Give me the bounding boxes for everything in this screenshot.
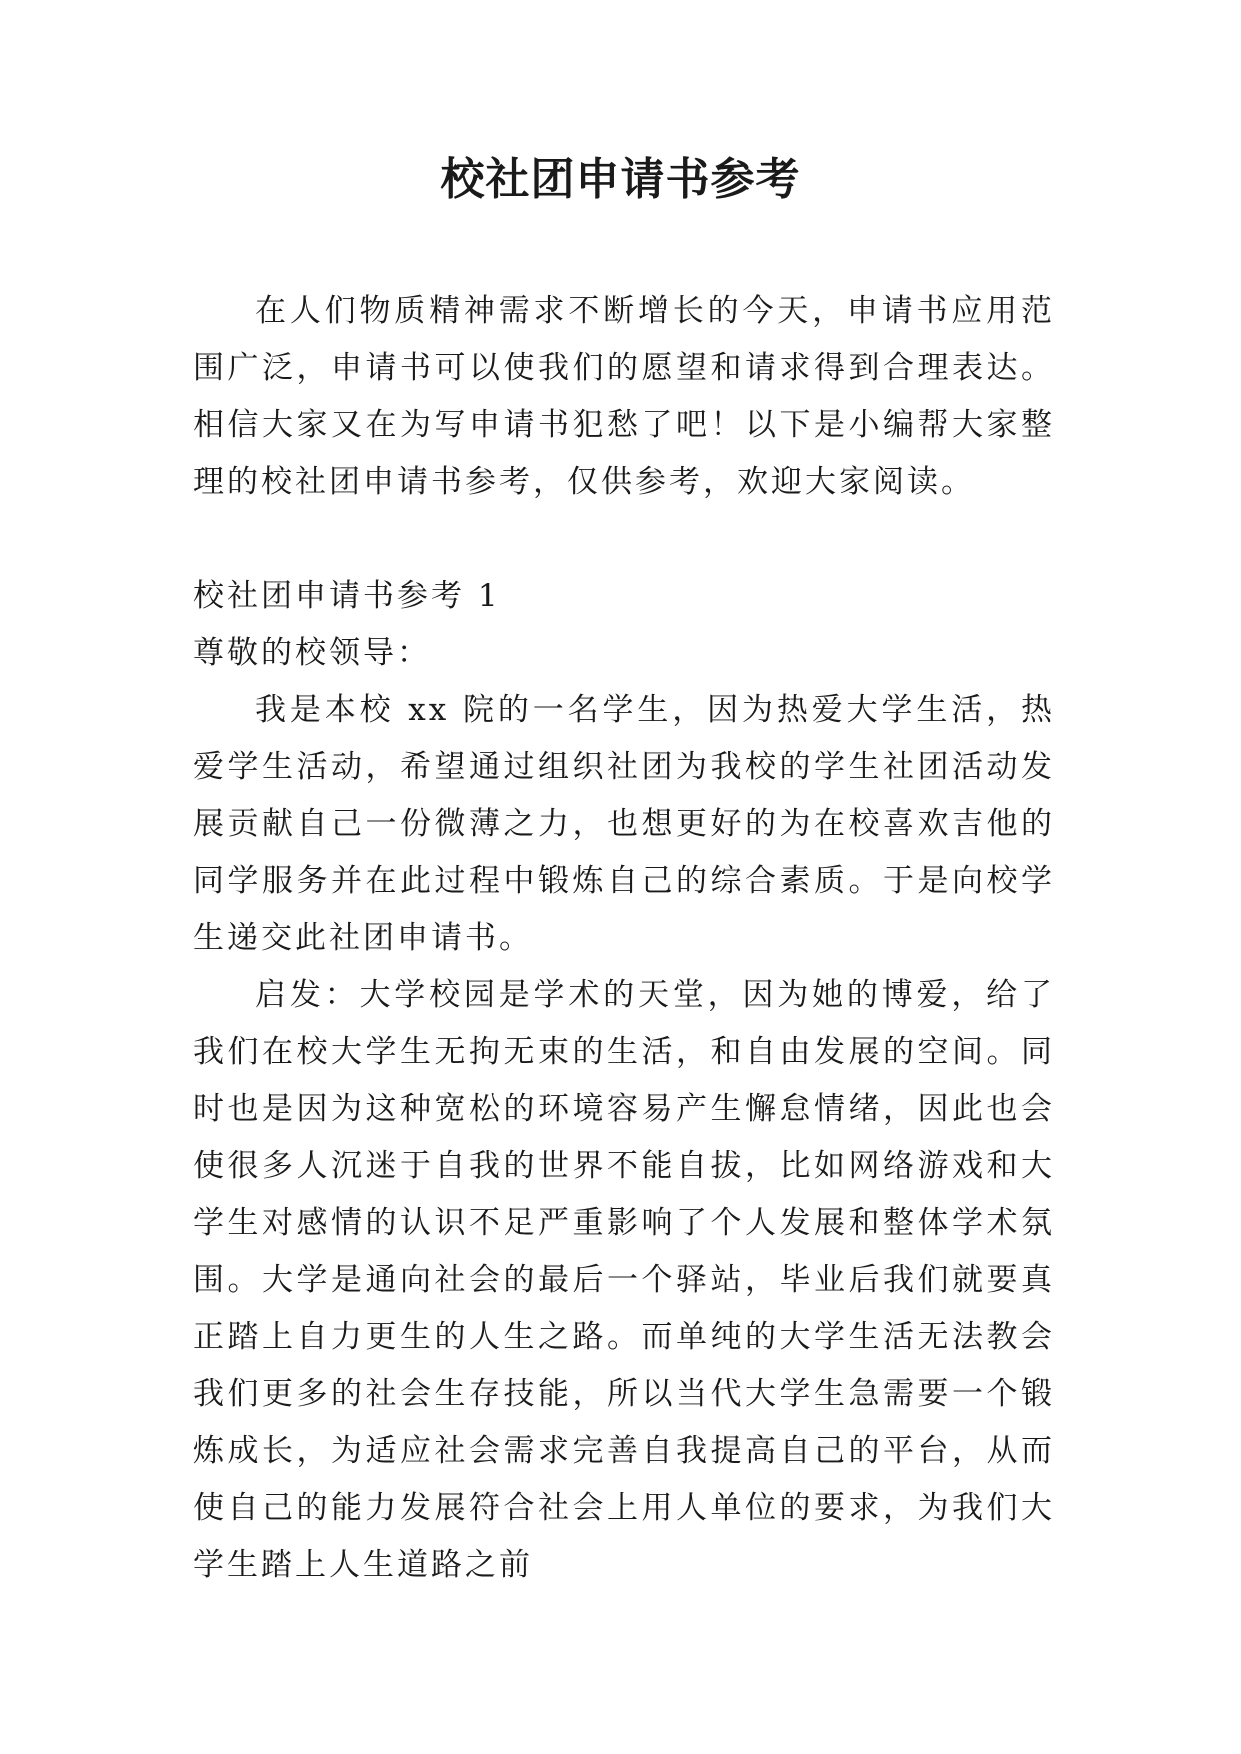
paragraph-spacer <box>193 511 1055 568</box>
body-paragraph-1: 我是本校 xx 院的一名学生，因为热爱大学生活，热爱学生活动，希望通过组织社团为我校的学生社团活动发展贡献自己一份微薄之力，也想更好的为在校喜欢吉他的同学服务并在此过程中锻炼自己的综合素质。于是向校学生递交此社团申请书。 <box>193 692 1055 956</box>
document-body <box>193 283 1055 1594</box>
salutation: 尊敬的校领导： <box>193 635 431 671</box>
intro-paragraph: 在人们物质精神需求不断增长的今天，申请书应用范围广泛，申请书可以使我们的愿望和请求得到合理表达。相信大家又在为写申请书犯愁了吧！以下是小编帮大家整理的校社团申请书参考，仅供参考，欢迎大家阅读。 <box>193 293 1055 500</box>
body-paragraph-2: 启发：大学校园是学术的天堂，因为她的博爱，给了我们在校大学生无拘无束的生活，和自由发展的空间。同时也是因为这种宽松的环境容易产生懈怠情绪，因此也会使很多人沉迷于自我的世界不能自拔，比如网络游戏和大学生对感情的认识不足严重影响了个人发展和整体学术氛围。大学是通向社会的最后一个驿站，毕业后我们就要真正踏上自力更生的人生之路。而单纯的大学生活无法教会我们更多的社会生存技能，所以当代大学生急需要一个锻炼成长，为适应社会需求完善自我提高自己的平台，从而使自己的能力发展符合社会上用人单位的要求，为我们大学生踏上人生道路之前 <box>193 977 1055 1583</box>
section-heading: 校社团申请书参考 1 <box>193 578 501 614</box>
document-title: 校社团申请书参考 <box>440 154 801 205</box>
